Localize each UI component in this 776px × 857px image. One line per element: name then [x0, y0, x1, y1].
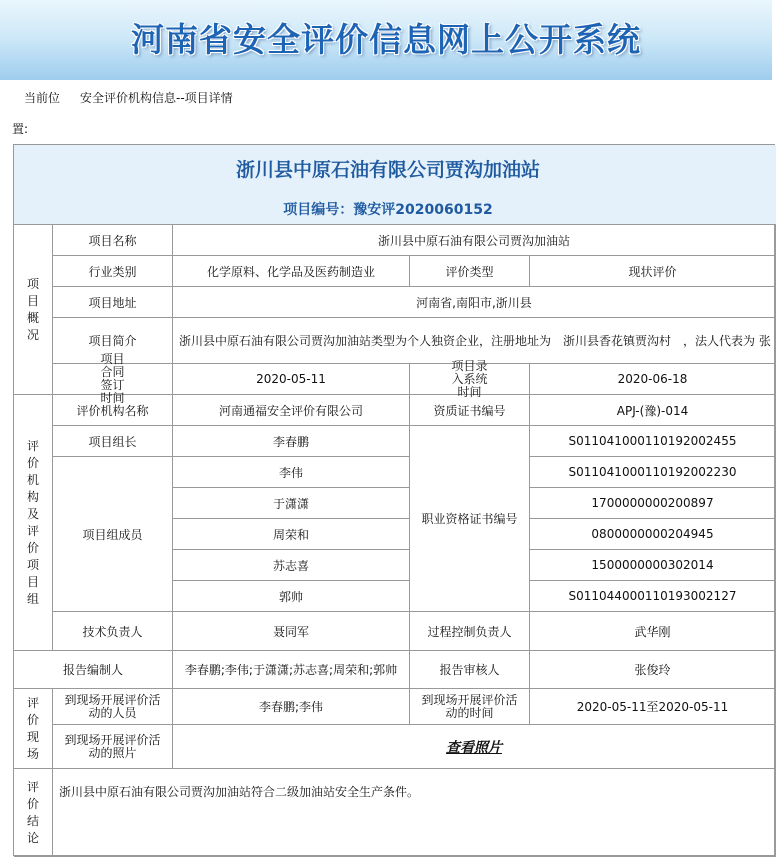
contract-time-value: 2020-05-11 [173, 364, 410, 395]
address-label: 项目地址 [53, 287, 173, 318]
header-banner [0, 0, 772, 80]
entry-time-value: 2020-06-18 [530, 364, 776, 395]
section-conclusion: 评价结论 [14, 769, 53, 857]
site-title: 河南省安全评价信息网上公开系统 [131, 20, 641, 59]
contract-time-label: 项目合同签订时间 [53, 364, 173, 395]
eval-type-value: 现状评价 [530, 256, 776, 287]
industry-label: 行业类别 [53, 256, 173, 287]
report-author-label: 报告编制人 [14, 651, 173, 689]
leader-value: 李春鹏 [173, 426, 410, 457]
member-name: 李伟 [173, 457, 410, 488]
conclusion-text: 浙川县中原石油有限公司贾沟加油站符合二级加油站安全生产条件。 [53, 769, 776, 857]
project-name-label: 项目名称 [53, 225, 173, 256]
site-people-label: 到现场开展评价活动的人员 [53, 689, 173, 725]
qual-cert-value: 1700000000200897 [530, 488, 776, 519]
qual-cert-label: 职业资格证书编号 [410, 426, 530, 612]
tech-lead-label: 技术负责人 [53, 612, 173, 651]
qual-cert-value: S011041000110192002455 [530, 426, 776, 457]
report-reviewer-label: 报告审核人 [410, 651, 530, 689]
project-header [14, 145, 776, 225]
site-people-value: 李春鹏;李伟 [173, 689, 410, 725]
address-value: 河南省,南阳市,浙川县 [173, 287, 776, 318]
intro-value: 浙川县中原石油有限公司贾沟加油站类型为个人独资企业，注册地址为 浙川县香花镇贾沟村 ，法人代表为 张 [173, 318, 776, 364]
qual-cert-value: 1500000000302014 [530, 550, 776, 581]
site-photo-label: 到现场开展评价活动的照片 [53, 725, 173, 769]
agency-value: 河南通福安全评价有限公司 [173, 395, 410, 426]
agency-label: 评价机构名称 [53, 395, 173, 426]
entry-time-label: 项目录入系统时间 [410, 364, 530, 395]
breadcrumb-label-cont: 置: [12, 122, 29, 136]
project-code: 项目编号：豫安评2020060152 [283, 202, 493, 218]
site-time-value: 2020-05-11至2020-05-11 [530, 689, 776, 725]
member-name: 于潇潇 [173, 488, 410, 519]
site-time-label: 到现场开展评价活动的时间 [410, 689, 530, 725]
tech-lead-value: 聂同军 [173, 612, 410, 651]
project-name-value: 浙川县中原石油有限公司贾沟加油站 [173, 225, 776, 256]
member-name: 郭帅 [173, 581, 410, 612]
cert-value: APJ-(豫)-014 [530, 395, 776, 426]
members-label: 项目组成员 [53, 457, 173, 612]
intro-label: 项目简介 [53, 318, 173, 364]
report-reviewer-value: 张俊玲 [530, 651, 776, 689]
leader-label: 项目组长 [53, 426, 173, 457]
member-name: 苏志喜 [173, 550, 410, 581]
breadcrumb-label: 当前位 [24, 91, 61, 105]
project-detail-card [13, 144, 775, 856]
view-photos-link[interactable]: 查看照片 [446, 739, 502, 756]
process-lead-value: 武华刚 [530, 612, 776, 651]
qual-cert-value: 0800000000204945 [530, 519, 776, 550]
project-title: 浙川县中原石油有限公司贾沟加油站 [235, 159, 540, 181]
eval-type-label: 评价类型 [410, 256, 530, 287]
industry-value: 化学原料、化学品及医药制造业 [173, 256, 410, 287]
qual-cert-value: S011041000110192002230 [530, 457, 776, 488]
section-overview: 项目概况 [14, 225, 53, 395]
site-photo-cell [173, 725, 776, 769]
cert-label: 资质证书编号 [410, 395, 530, 426]
report-author-value: 李春鹏;李伟;于潇潇;苏志喜;周荣和;郭帅 [173, 651, 410, 689]
section-org: 评价机构及评价项目组 [14, 395, 53, 651]
section-site: 评价现场 [14, 689, 53, 769]
member-name: 周荣和 [173, 519, 410, 550]
process-lead-label: 过程控制负责人 [410, 612, 530, 651]
qual-cert-value: S011044000110193002127 [530, 581, 776, 612]
breadcrumb: 安全评价机构信息--项目详情 [80, 91, 233, 105]
